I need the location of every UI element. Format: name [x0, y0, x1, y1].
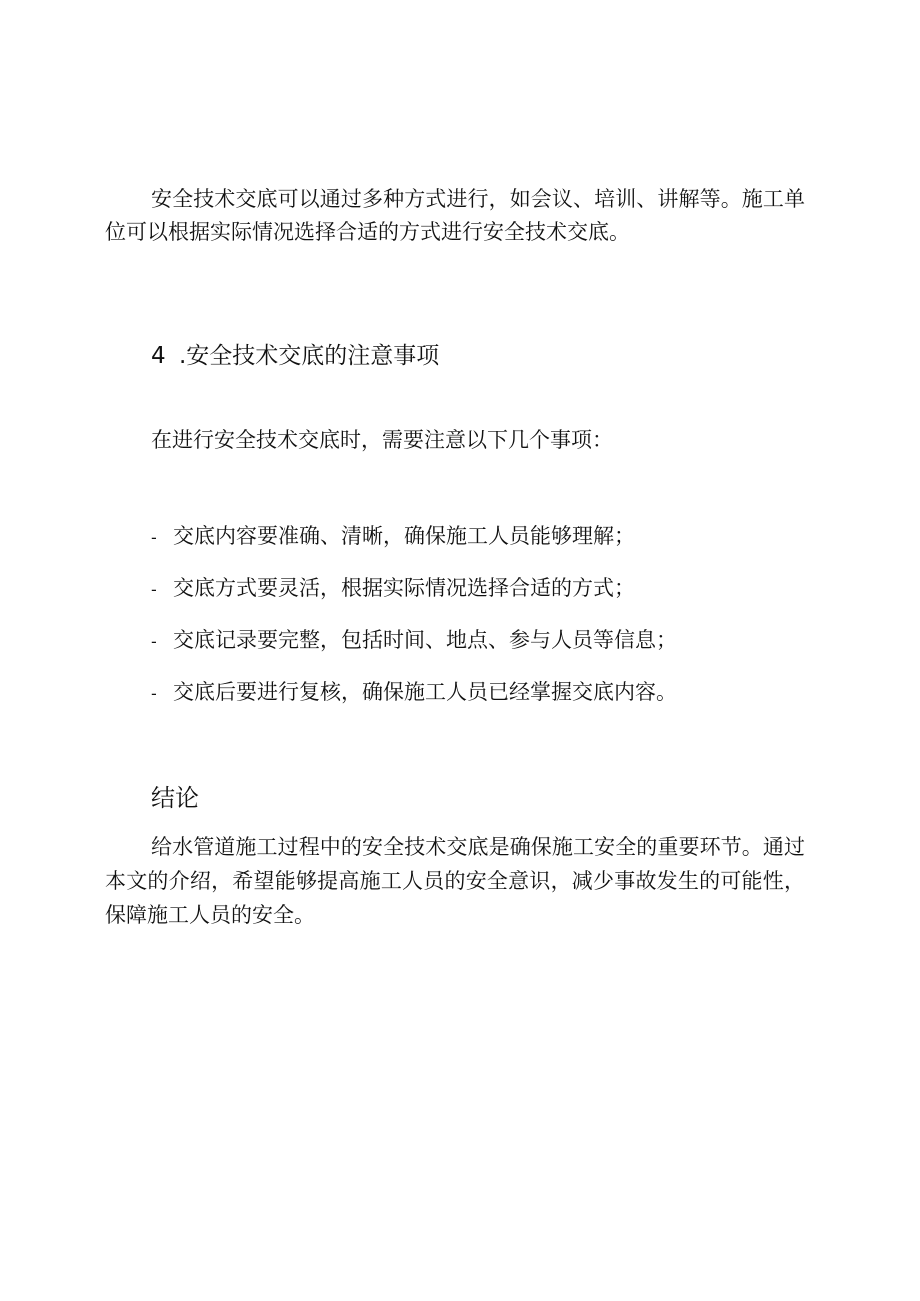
conclusion-paragraph: 给水管道施工过程中的安全技术交底是确保施工安全的重要环节。通过本文的介绍，希望能够提高施工人员的安全意识，减少事故发生的可能性，保障施工人员的安全。 — [105, 835, 805, 927]
paragraph-methods: 安全技术交底可以通过多种方式进行，如会议、培训、讲解等。施工单位可以根据实际情况选择合适的方式进行安全技术交底。 — [105, 187, 805, 244]
conclusion-heading: 结论 — [151, 784, 199, 812]
list-item — [151, 677, 677, 729]
list-item-text: 交底记录要完整，包括时间、地点、参与人员等信息； — [173, 628, 677, 652]
list-item — [151, 521, 677, 573]
list-item-text: 交底内容要准确、清晰，确保施工人员能够理解； — [173, 524, 635, 548]
notes-list — [151, 521, 677, 729]
section-title: .安全技术交底的注意事项 — [179, 343, 440, 369]
list-marker: - — [151, 528, 157, 547]
list-marker: - — [151, 684, 157, 703]
list-item-text: 交底方式要灵活，根据实际情况选择合适的方式； — [173, 576, 635, 600]
list-marker: - — [151, 580, 157, 599]
section-heading — [151, 341, 439, 371]
list-item — [151, 625, 677, 677]
list-marker: - — [151, 632, 157, 651]
list-item-text: 交底后要进行复核，确保施工人员已经掌握交底内容。 — [173, 680, 677, 704]
intro-text: 在进行安全技术交底时，需要注意以下几个事项： — [151, 428, 613, 452]
list-item — [151, 573, 677, 625]
section-number: 4 — [151, 343, 166, 369]
